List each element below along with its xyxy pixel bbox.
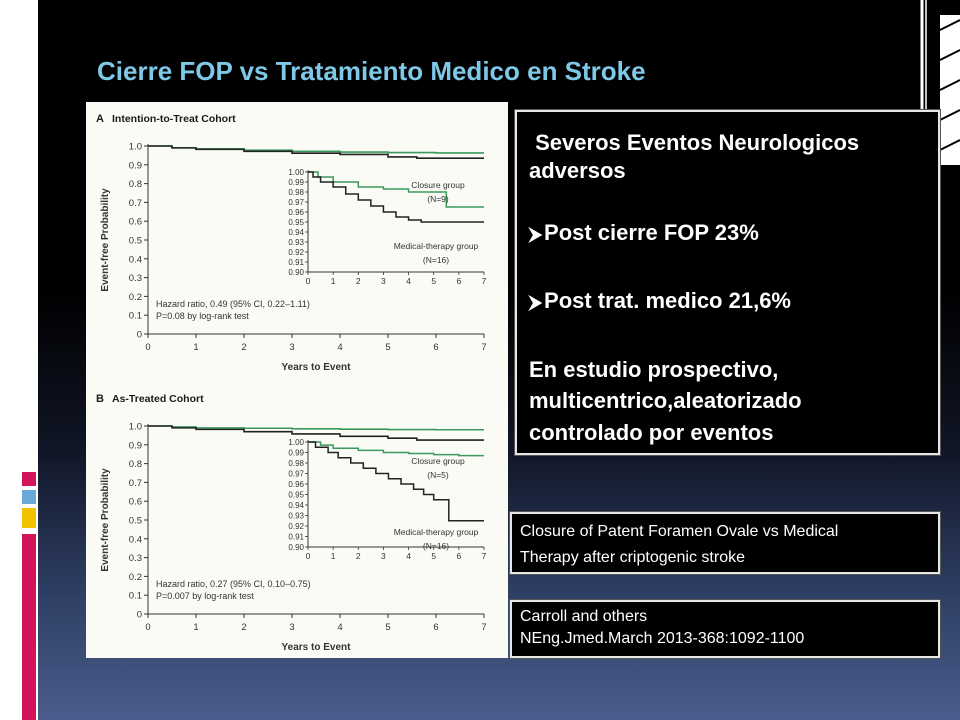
inset-x-tick-label: 1	[330, 276, 336, 286]
y-axis-label: Event-free Probability	[100, 188, 111, 292]
reference-line2: Therapy after criptogenic stroke	[520, 549, 745, 566]
y-tick-label: 0.7	[128, 477, 142, 489]
slide-title: Cierre FOP vs Tratamiento Medico en Stroke	[97, 56, 646, 86]
inset-y-tick-label: 0.99	[288, 448, 304, 458]
inset-x-tick-label: 5	[431, 276, 437, 286]
inset-x-tick-label: 7	[481, 276, 487, 286]
y-tick-label: 0.5	[128, 515, 142, 527]
inset-x-tick-label: 4	[406, 551, 411, 561]
inset-x-tick-label: 3	[381, 276, 386, 286]
inset-y-tick-label: 0.99	[288, 178, 304, 187]
inset-series-line-closure	[308, 442, 484, 456]
legend-closure-n: (N=5)	[427, 470, 449, 480]
inset-y-tick-label: 0.97	[288, 198, 304, 207]
summary-bullet-2	[529, 288, 930, 315]
inset-series-line-medical	[308, 442, 484, 521]
y-tick-label: 0.9	[128, 160, 142, 172]
y-tick-label: 0.3	[128, 273, 142, 285]
panel-label: A	[96, 113, 104, 125]
inset-y-tick-label: 0.93	[288, 511, 304, 521]
x-tick-label: 3	[289, 622, 295, 633]
citation-line1: Carroll and others	[520, 608, 648, 625]
inset-y-tick-label: 0.95	[288, 490, 304, 500]
inset-x-tick-label: 1	[330, 551, 336, 561]
summary-heading-line2: adversos	[529, 158, 626, 183]
left-color-ticks	[22, 472, 36, 720]
deco-tick-yellow	[22, 508, 36, 528]
x-axis-label: Years to Event	[281, 642, 351, 653]
arrow-bullet-icon: ⮞	[529, 224, 543, 244]
x-tick-label: 0	[145, 622, 151, 633]
hazard-ratio-text: Hazard ratio, 0.49 (95% CI, 0.22–1.11)	[156, 299, 310, 309]
legend-closure-label: Closure group	[411, 456, 465, 466]
x-axis-label: Years to Event	[281, 362, 351, 373]
kaplan-meier-figure	[86, 102, 508, 658]
x-tick-label: 6	[433, 342, 439, 353]
y-tick-label: 0.5	[128, 235, 142, 247]
x-tick-label: 2	[241, 342, 247, 353]
reference-box	[510, 512, 940, 574]
legend-closure-n: (N=9)	[427, 194, 449, 204]
x-tick-label: 2	[241, 622, 247, 633]
inset-y-tick-label: 0.93	[288, 238, 304, 247]
summary-bullet-1-text: Post cierre FOP 23%	[544, 220, 759, 245]
x-tick-label: 4	[337, 342, 343, 353]
legend-medical-n: (N=16)	[422, 541, 450, 551]
y-tick-label: 0.1	[128, 590, 142, 602]
inset-x-tick-label: 3	[381, 551, 386, 561]
y-tick-label: 0	[136, 329, 142, 341]
summary-body-line2: multicentrico,aleatorizado	[529, 388, 802, 413]
y-tick-label: 0.4	[128, 254, 142, 266]
inset-x-tick-label: 2	[355, 551, 361, 561]
summary-body-line3: controlado por eventos	[529, 420, 774, 445]
inset-y-tick-label: 0.92	[288, 248, 304, 257]
inset-y-tick-label: 0.96	[288, 480, 304, 489]
inset-x-tick-label: 0	[305, 551, 311, 561]
inset-y-tick-label: 0.95	[288, 218, 304, 227]
inset-y-tick-label: 0.97	[288, 469, 304, 479]
y-axis-label: Event-free Probability	[100, 468, 111, 572]
inset-x-tick-label: 2	[355, 276, 361, 286]
citation-line2: NEng.Jmed.March 2013-368:1092-1100	[520, 630, 805, 647]
x-tick-label: 1	[193, 342, 199, 353]
hazard-ratio-text: Hazard ratio, 0.27 (95% CI, 0.10–0.75)	[156, 579, 311, 589]
inset-y-tick-label: 0.98	[288, 459, 304, 468]
inset-y-tick-label: 0.92	[288, 522, 304, 531]
p-value-text: P=0.007 by log-rank test	[156, 591, 254, 601]
deco-tick-blue	[22, 490, 36, 504]
deco-tick-red-long	[22, 534, 36, 720]
x-tick-label: 7	[481, 622, 487, 633]
arrow-bullet-icon: ⮞	[529, 292, 543, 312]
deco-tick-red	[22, 472, 36, 486]
y-tick-label: 0.6	[128, 496, 142, 508]
summary-body-line1: En estudio prospectivo,	[529, 357, 779, 382]
inset-y-tick-label: 0.91	[288, 532, 304, 542]
inset-x-tick-label: 6	[456, 276, 462, 286]
y-tick-label: 1.0	[128, 421, 142, 433]
y-tick-label: 0.8	[128, 179, 142, 191]
inset-y-tick-label: 0.94	[288, 501, 304, 510]
inset-x-tick-label: 4	[406, 276, 411, 286]
y-tick-label: 0.9	[128, 440, 142, 452]
x-tick-label: 0	[145, 342, 151, 353]
inset-y-tick-label: 0.91	[288, 258, 304, 267]
y-tick-label: 0	[136, 609, 142, 621]
inset-y-tick-label: 0.90	[288, 268, 304, 277]
x-tick-label: 6	[433, 622, 439, 633]
y-tick-label: 0.7	[128, 197, 142, 209]
legend-closure-label: Closure group	[411, 180, 465, 190]
x-tick-label: 5	[385, 342, 391, 353]
panel-title: Intention-to-Treat Cohort	[112, 113, 236, 125]
kaplan-meier-svg	[86, 102, 508, 658]
summary-bullet-2-text: Post trat. medico 21,6%	[544, 288, 791, 313]
inset-y-tick-label: 0.98	[288, 188, 304, 197]
summary-bullet-1	[529, 220, 930, 247]
x-tick-label: 1	[193, 622, 199, 633]
legend-medical-label: Medical-therapy group	[393, 241, 479, 251]
y-tick-label: 0.4	[128, 534, 142, 546]
inset-x-tick-label: 0	[305, 276, 311, 286]
summary-heading-line1-text: Severos Eventos Neurologicos	[535, 130, 860, 155]
panel-title: As-Treated Cohort	[112, 393, 204, 405]
inset-y-tick-label: 0.96	[288, 208, 304, 217]
y-tick-label: 0.2	[128, 571, 142, 583]
legend-medical-n: (N=16)	[422, 255, 450, 265]
x-tick-label: 4	[337, 622, 343, 633]
inset-y-tick-label: 0.90	[288, 543, 304, 552]
y-tick-label: 0.3	[128, 553, 142, 565]
inset-y-tick-label: 1.00	[288, 168, 304, 177]
legend-medical-label: Medical-therapy group	[393, 527, 479, 537]
inset-x-tick-label: 6	[456, 551, 462, 561]
inset-y-tick-label: 1.00	[288, 438, 304, 447]
p-value-text: P=0.08 by log-rank test	[156, 311, 249, 321]
x-tick-label: 5	[385, 622, 391, 633]
x-tick-label: 3	[289, 342, 295, 353]
inset-x-tick-label: 7	[481, 551, 487, 561]
panel-label: B	[96, 393, 104, 405]
y-tick-label: 0.1	[128, 310, 142, 322]
summary-heading-line1	[529, 130, 930, 156]
y-tick-label: 0.2	[128, 291, 142, 303]
inset-x-tick-label: 5	[431, 551, 437, 561]
y-tick-label: 1.0	[128, 141, 142, 153]
x-tick-label: 7	[481, 342, 487, 353]
y-tick-label: 0.6	[128, 216, 142, 228]
y-tick-label: 0.8	[128, 459, 142, 471]
reference-line1: Closure of Patent Foramen Ovale vs Medical	[520, 523, 839, 540]
citation-box	[510, 600, 940, 658]
inset-y-tick-label: 0.94	[288, 228, 304, 237]
summary-box	[515, 110, 940, 455]
